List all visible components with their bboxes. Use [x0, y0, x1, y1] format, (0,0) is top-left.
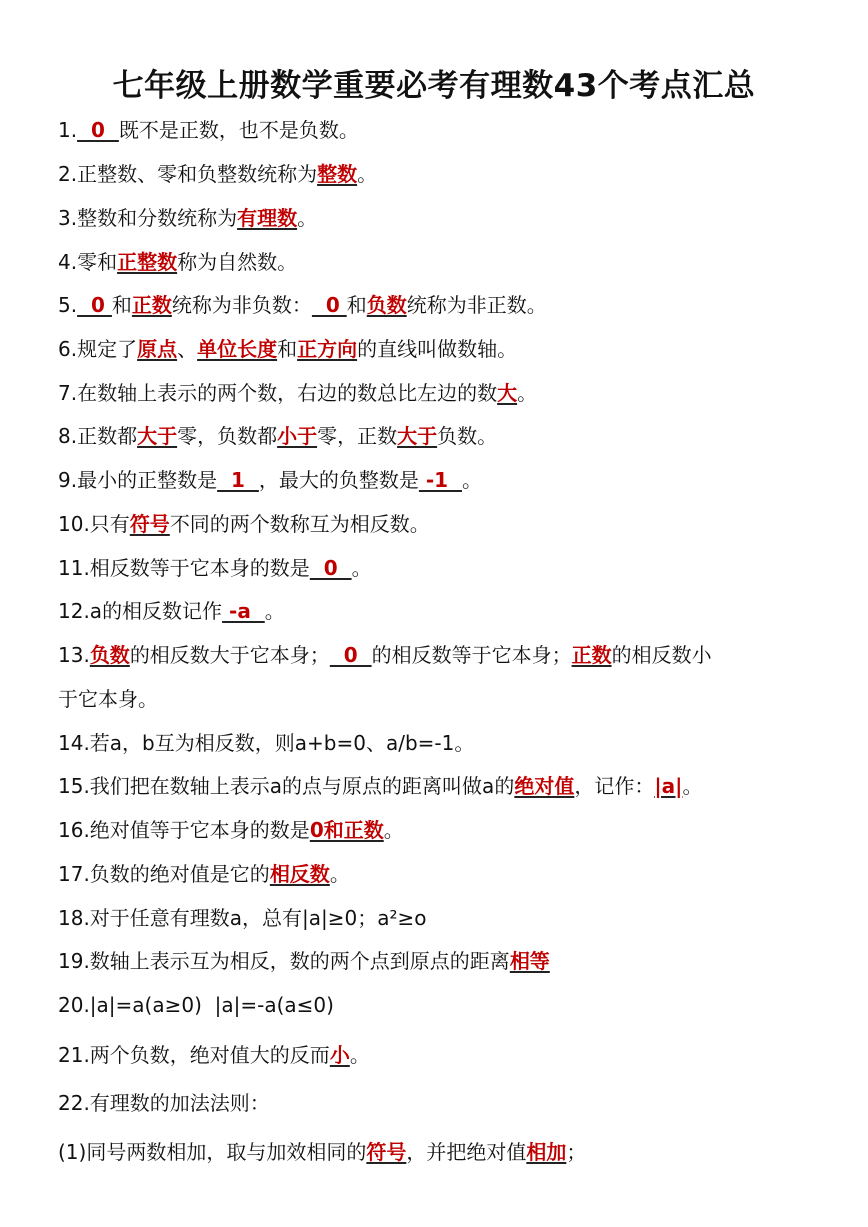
- point-line: [58, 203, 828, 233]
- answer-text: 负数: [366, 293, 407, 317]
- answer-text: 0: [311, 293, 347, 317]
- statement-text: 20.|a|=a(a≥0) |a|=-a(a≤0): [58, 993, 334, 1017]
- point-line: [58, 903, 828, 933]
- statement-text: 10.只有: [58, 512, 130, 536]
- answer-text: 0: [329, 643, 372, 667]
- statement-text: 6.规定了: [58, 337, 138, 361]
- answer-text: -1: [418, 468, 462, 492]
- statement-text: 负数。: [437, 424, 498, 448]
- statement-text: 和: [111, 293, 132, 317]
- page-title: 七年级上册数学重要必考有理数43个考点汇总: [112, 68, 756, 104]
- answer-text: 符号: [129, 512, 170, 536]
- statement-text: 8.正数都: [58, 424, 138, 448]
- answer-text: 原点: [137, 337, 178, 361]
- answer-text: 0: [309, 556, 352, 580]
- point-line: [58, 465, 828, 495]
- point-line: [58, 1137, 828, 1167]
- point-line: [58, 596, 828, 626]
- statement-text: 统称为非负数：: [171, 293, 312, 317]
- answer-text: 相等: [509, 949, 550, 973]
- statement-text: ，并把绝对值: [406, 1140, 527, 1164]
- statement-text: 。: [329, 862, 350, 886]
- point-line: [58, 684, 828, 714]
- answer-text: 正数: [571, 643, 612, 667]
- point-line: [58, 509, 828, 539]
- statement-text: 不同的两个数称互为相反数。: [169, 512, 430, 536]
- answer-text: 大: [497, 381, 518, 405]
- point-line: [58, 990, 828, 1020]
- statement-text: 13.: [58, 643, 90, 667]
- point-line: [58, 815, 828, 845]
- answer-text: 大于: [137, 424, 178, 448]
- statement-text: (1)同号两数相加，取与加效相同的: [58, 1140, 367, 1164]
- statement-text: 。: [351, 556, 372, 580]
- answer-text: 正整数: [117, 250, 178, 274]
- statement-text: ，最大的负整数是: [258, 468, 419, 492]
- answer-text: 1: [217, 468, 259, 492]
- answer-text: 正方向: [297, 337, 358, 361]
- point-line: [58, 247, 828, 277]
- statement-text: 称为自然数。: [177, 250, 298, 274]
- point-line: [58, 159, 828, 189]
- point-line: [58, 640, 828, 670]
- statement-text: 。: [264, 599, 285, 623]
- statement-text: 。: [297, 206, 318, 230]
- point-line: [58, 290, 828, 320]
- answer-text: 大于: [397, 424, 438, 448]
- point-line: [58, 421, 828, 451]
- answer-text: 绝对值: [514, 774, 575, 798]
- answer-text: 负数: [89, 643, 130, 667]
- point-line: [58, 1088, 828, 1118]
- answer-text: 相加: [526, 1140, 567, 1164]
- point-line: [58, 771, 828, 801]
- statement-text: 的相反数小: [611, 643, 712, 667]
- answer-text: 0和正数: [309, 818, 384, 842]
- statement-text: 。: [682, 774, 703, 798]
- statement-text: 。: [517, 381, 538, 405]
- answer-text: 小: [329, 1043, 350, 1067]
- statement-text: 零，负数都: [177, 424, 278, 448]
- point-line: [58, 115, 828, 145]
- answer-text: 符号: [366, 1140, 407, 1164]
- statement-text: 零，正数: [317, 424, 398, 448]
- statement-text: 1.: [58, 118, 78, 142]
- statement-text: 18.对于任意有理数a，总有|a|≥0；a²≥o: [58, 906, 427, 930]
- statement-text: 14.若a，b互为相反数，则a+b=0、a/b=-1。: [58, 731, 475, 755]
- statement-text: 9.最小的正整数是: [58, 468, 218, 492]
- answer-text: 正数: [131, 293, 172, 317]
- answer-text: 相反数: [269, 862, 330, 886]
- answer-text: 0: [77, 293, 112, 317]
- statement-text: 统称为非正数。: [406, 293, 547, 317]
- statement-text: 的相反数等于它本身；: [371, 643, 572, 667]
- point-line: [58, 334, 828, 364]
- statement-text: 的相反数大于它本身；: [129, 643, 330, 667]
- statement-text: 7.在数轴上表示的两个数，右边的数总比左边的数: [58, 381, 498, 405]
- statement-text: 11.相反数等于它本身的数是: [58, 556, 310, 580]
- statement-text: 19.数轴上表示互为相反，数的两个点到原点的距离: [58, 949, 510, 973]
- statement-text: 既不是正数，也不是负数。: [118, 118, 359, 142]
- point-line: [58, 946, 828, 976]
- point-line: [58, 1040, 828, 1070]
- answer-text: 整数: [317, 162, 358, 186]
- answer-text: 单位长度: [197, 337, 278, 361]
- answer-text: |a|: [654, 774, 683, 798]
- answer-text: -a: [222, 599, 265, 623]
- answer-text: 小于: [277, 424, 318, 448]
- statement-text: 4.零和: [58, 250, 118, 274]
- statement-text: 16.绝对值等于它本身的数是: [58, 818, 310, 842]
- statement-text: 和: [277, 337, 298, 361]
- point-line: [58, 728, 828, 758]
- statement-text: 和: [346, 293, 367, 317]
- answer-text: 0: [77, 118, 119, 142]
- answer-text: 有理数: [237, 206, 298, 230]
- statement-text: 。: [357, 162, 378, 186]
- statement-text: 15.我们把在数轴上表示a的点与原点的距离叫做a的: [58, 774, 515, 798]
- statement-text: 。: [461, 468, 482, 492]
- point-line: [58, 859, 828, 889]
- statement-text: 12.a的相反数记作: [58, 599, 223, 623]
- statement-text: 、: [177, 337, 198, 361]
- statement-text: 22.有理数的加法法则：: [58, 1091, 270, 1115]
- point-line: [58, 378, 828, 408]
- statement-text: 的直线叫做数轴。: [357, 337, 518, 361]
- statement-text: 21.两个负数，绝对值大的反而: [58, 1043, 330, 1067]
- statement-text: 。: [349, 1043, 370, 1067]
- point-line: [58, 553, 828, 583]
- statement-text: 3.整数和分数统称为: [58, 206, 238, 230]
- statement-text: ；: [566, 1140, 587, 1164]
- statement-text: 17.负数的绝对值是它的: [58, 862, 270, 886]
- statement-text: 5.: [58, 293, 78, 317]
- statement-text: 。: [383, 818, 404, 842]
- statement-text: 于它本身。: [58, 687, 158, 711]
- statement-text: 2.正整数、零和负整数统称为: [58, 162, 318, 186]
- statement-text: ，记作：: [574, 774, 655, 798]
